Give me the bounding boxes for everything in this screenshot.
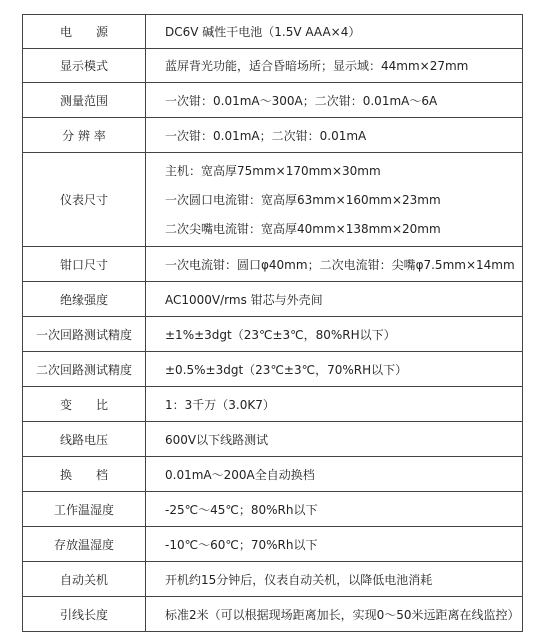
row-value: 1：3千万（3.0K7） [146,387,523,422]
table-row [23,317,523,352]
row-label: 电 源 [23,15,146,49]
table-row [23,527,523,562]
row-value: 蓝屏背光功能，适合昏暗场所；显示域：44mm×27mm [146,49,523,83]
row-value: 600V以下线路测试 [146,422,523,457]
table-row [23,562,523,597]
row-label: 引线长度 [23,597,146,632]
row-label: 一次回路测试精度 [23,317,146,352]
table-row [23,282,523,317]
row-value: DC6V 碱性干电池（1.5V AAA×4） [146,15,523,49]
row-label: 绝缘强度 [23,282,146,317]
table-row [23,457,523,492]
dimension-secondary-clamp: 二次尖嘴电流钳：宽高厚40mm×138mm×20mm [165,221,441,236]
table-row [23,492,523,527]
row-label: 测量范围 [23,83,146,118]
table-row [23,352,523,387]
row-value: ±1%±3dgt（23℃±3℃，80%RH以下） [146,317,523,352]
table-row [23,422,523,457]
row-value: 一次电流钳：圆口φ40mm；二次电流钳：尖嘴φ7.5mm×14mm [146,247,523,282]
row-value [146,153,523,247]
table-row [23,15,523,49]
row-label: 变 比 [23,387,146,422]
row-label: 线路电压 [23,422,146,457]
table-row [23,49,523,83]
row-label: 换 档 [23,457,146,492]
row-value: 开机约15分钟后，仪表自动关机，以降低电池消耗 [146,562,523,597]
table-row [23,118,523,153]
row-value: 一次钳：0.01mA；二次钳：0.01mA [146,118,523,153]
table-row [23,247,523,282]
row-label: 显示模式 [23,49,146,83]
table-row [23,597,523,632]
row-label: 分 辨 率 [23,118,146,153]
spec-table-body [23,15,523,632]
table-row [23,83,523,118]
row-value: 标准2米（可以根据现场距离加长，实现0～50米远距离在线监控） [146,597,523,632]
row-label: 仪表尺寸 [23,153,146,247]
row-label: 工作温湿度 [23,492,146,527]
row-value: 一次钳：0.01mA～300A；二次钳：0.01mA～6A [146,83,523,118]
table-row [23,387,523,422]
row-label: 钳口尺寸 [23,247,146,282]
dimension-host: 主机：宽高厚75mm×170mm×30mm [165,163,381,178]
spec-table [22,14,523,632]
dimension-primary-clamp: 一次圆口电流钳：宽高厚63mm×160mm×23mm [165,192,441,207]
row-label: 自动关机 [23,562,146,597]
row-value: ±0.5%±3dgt（23℃±3℃，70%RH以下） [146,352,523,387]
table-row [23,153,523,247]
row-value: AC1000V/rms 钳芯与外壳间 [146,282,523,317]
row-value: -25℃～45℃；80%Rh以下 [146,492,523,527]
row-value: -10℃～60℃；70%Rh以下 [146,527,523,562]
row-label: 存放温湿度 [23,527,146,562]
row-label: 二次回路测试精度 [23,352,146,387]
row-value: 0.01mA～200A全自动换档 [146,457,523,492]
